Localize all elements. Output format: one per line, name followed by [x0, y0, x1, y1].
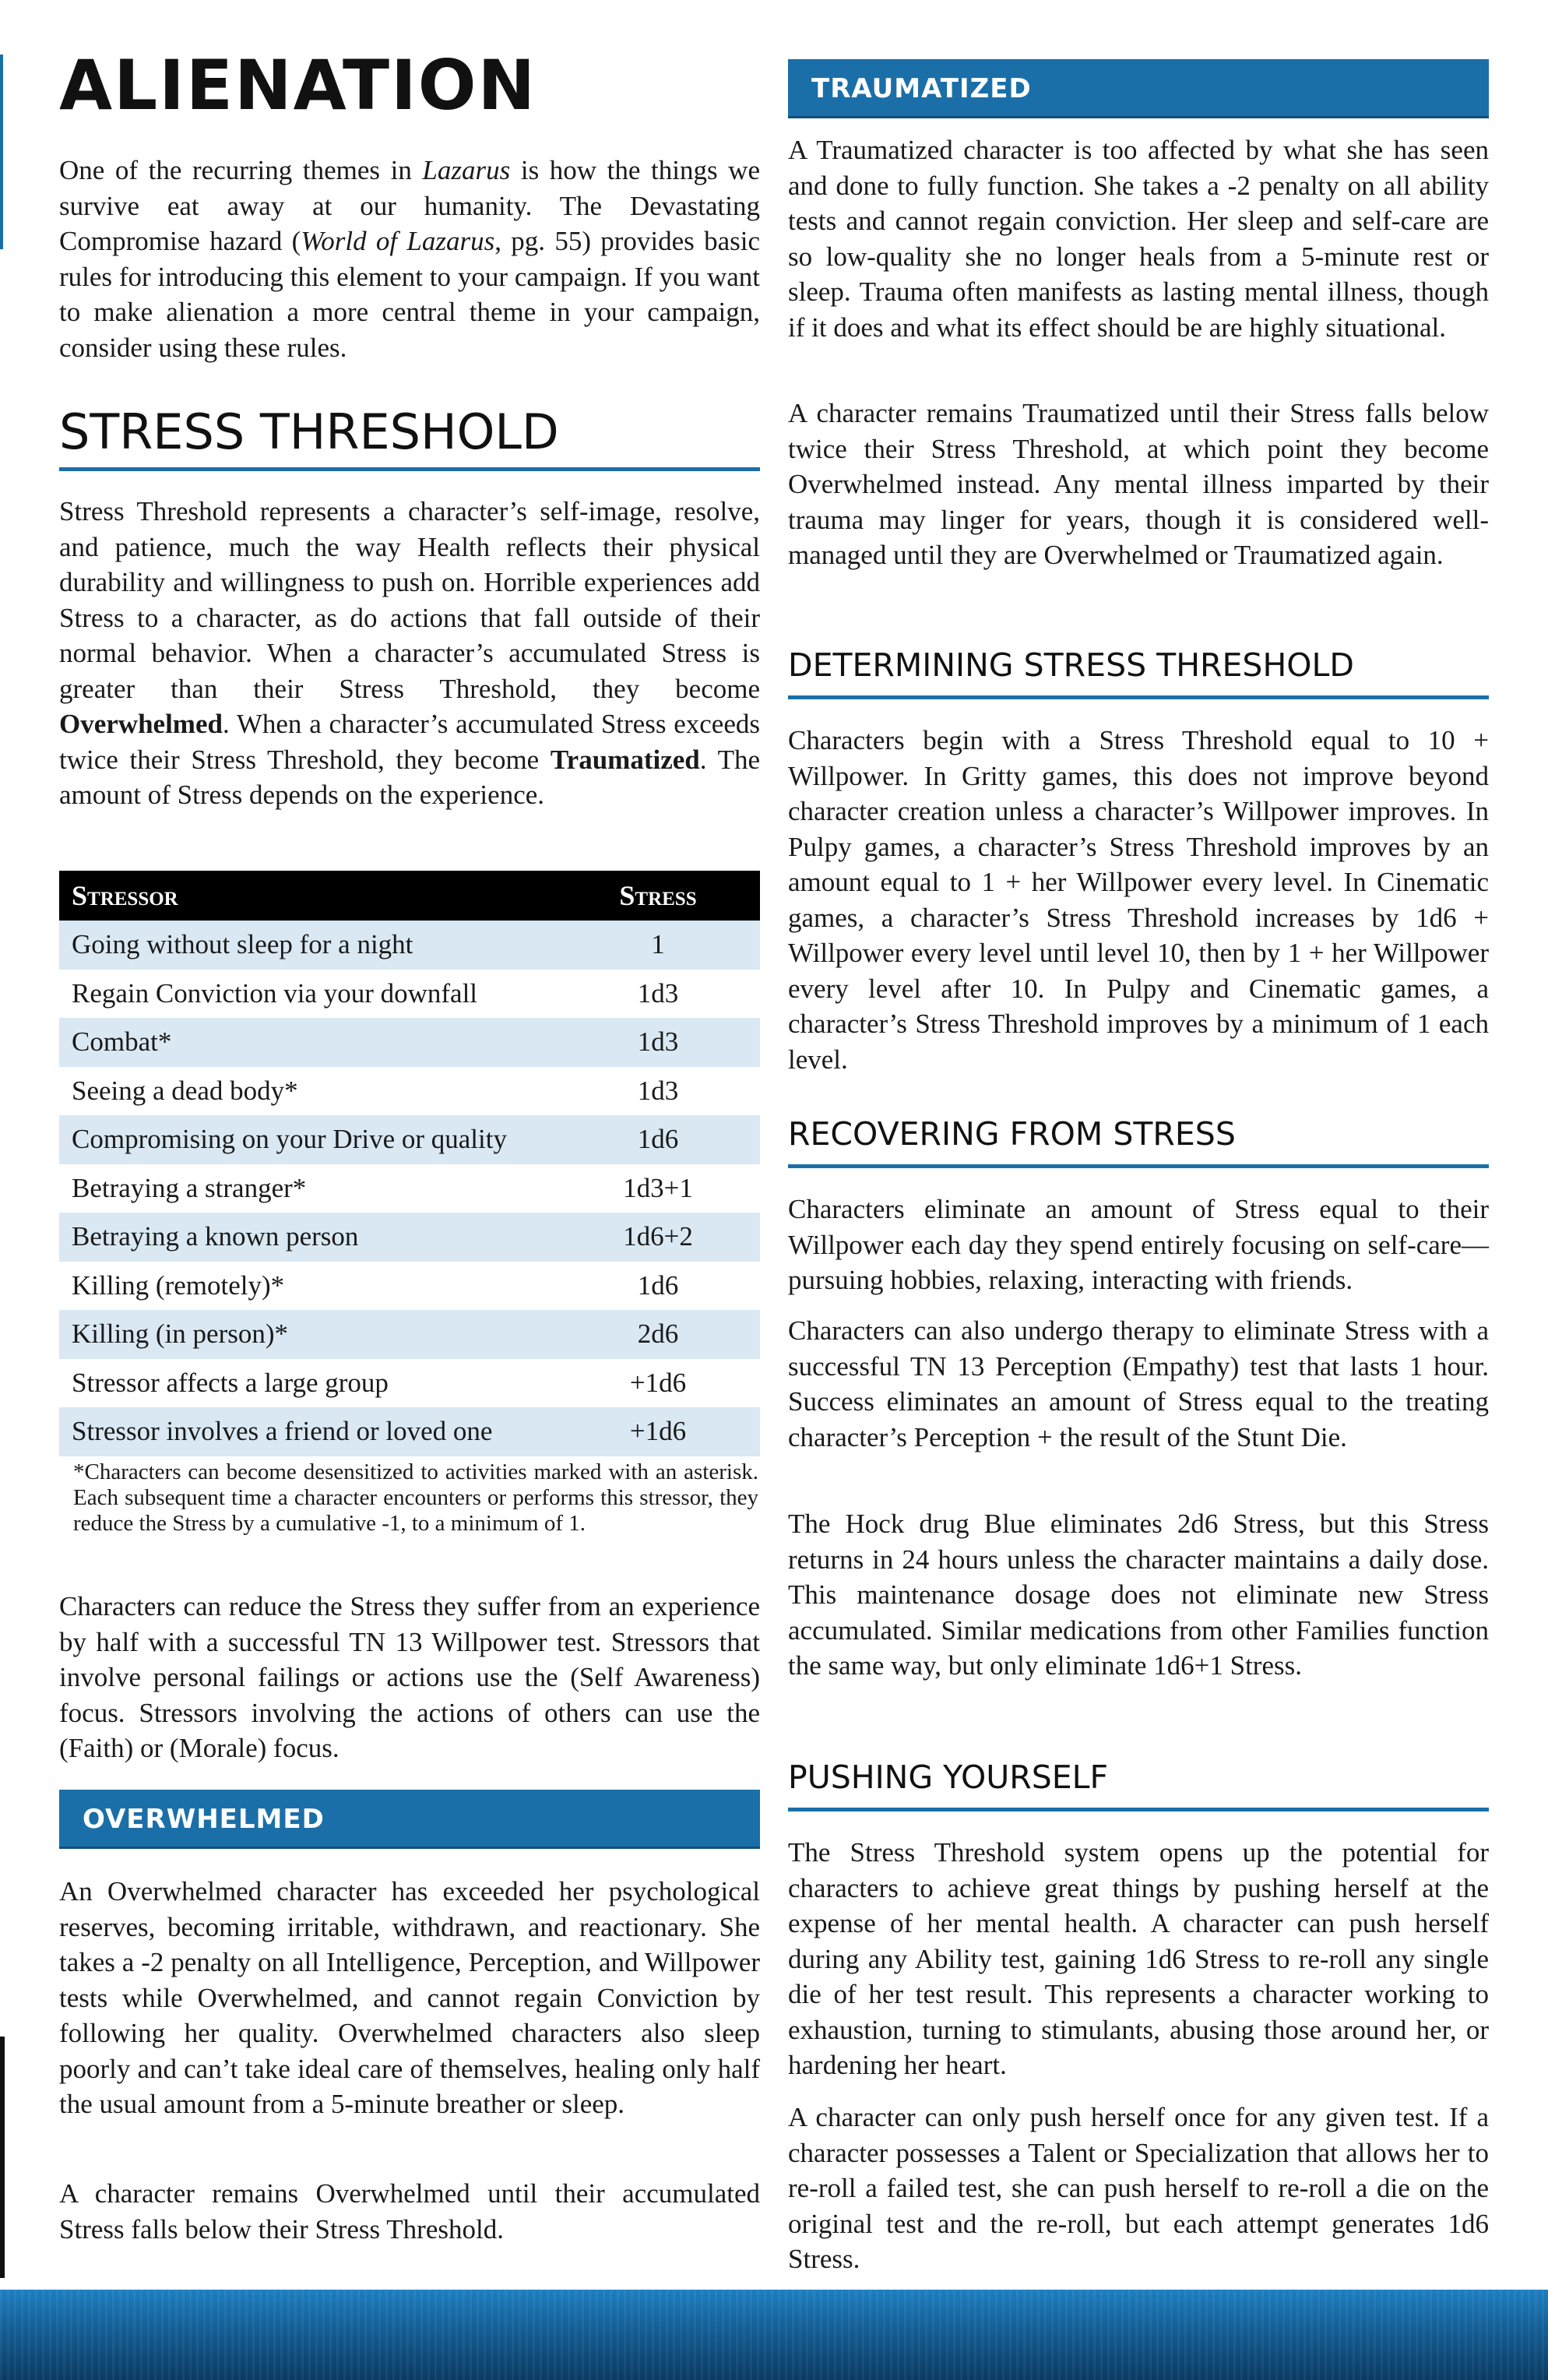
stress-cell: 1d3+1 — [556, 1164, 760, 1213]
intro-lazarus-title: Lazarus — [422, 155, 511, 185]
stress-threshold-paragraph — [59, 494, 760, 813]
table-row — [59, 1213, 760, 1262]
stress-cell: 1 — [556, 921, 760, 970]
stress-cell: +1d6 — [556, 1359, 760, 1408]
intro-world-title: World of Lazarus — [301, 226, 495, 256]
stress-cell: 1d6 — [556, 1262, 760, 1311]
page-footer-band — [0, 2290, 1548, 2380]
st-traumatized-term: Traumatized — [550, 744, 700, 775]
intro-paragraph — [59, 153, 760, 365]
table-row — [59, 1359, 760, 1408]
st-overwhelmed-term: Overwhelmed — [59, 709, 223, 739]
table-row — [59, 1262, 760, 1311]
table-row — [59, 1067, 760, 1116]
recovering-paragraph-2: Characters can also undergo therapy to eliminate Stress with a successful TN 13 Perception (Empathy) test that lasts 1 hour. Success eliminates an amount of Stress equal to the treating character’s Perception + the result of the Stunt Die. — [788, 1315, 1489, 1452]
traumatized-paragraph-1: A Traumatized character is too affected by what she has seen and done to fully function. She takes a -2 penalty on all ability tests and cannot regain conviction. Her sleep and self-care are so low-quality she no longer heals from a 5-minute rest or sleep. Trauma often manifests as lasting mental illness, though if it does and what its effect should be are highly situational. — [788, 135, 1489, 343]
table-row — [59, 1407, 760, 1456]
intro-text-a: One of the recurring themes in — [59, 155, 423, 185]
pushing-paragraph-2: A character can only push herself once for any given test. If a character possesses a Talent or Specialization that allows her to re-roll a failed test, she can push herself to re-roll a die on the original test and the re-roll, but each attempt generates 1d6 Stress. — [788, 2102, 1489, 2274]
st-text-a: Stress Threshold represents a character’s self-image, resolve, and patience, much the way Health reflects their physical durability and willingness to push on. Horrible experiences add Stress to a character, as do actions that fall outside of their normal behavior. When a character’s accumulated Stress is greater than their Stress Threshold, they become — [59, 496, 760, 704]
stress-cell: 1d3 — [556, 1018, 760, 1067]
stress-cell: 1d6+2 — [556, 1213, 760, 1262]
stressor-table — [59, 871, 760, 1456]
reduce-stress-paragraph: Characters can reduce the Stress they suffer from an experience by half with a successful TN 13 Willpower test. Stressors that involve personal failings or actions use the (Self Awareness) focus. Stressors involving the actions of others can use the (Faith) or (Morale) focus. — [59, 1591, 760, 1763]
pushing-paragraph-1: The Stress Threshold system opens up the potential for characters to achieve great things by pushing herself at the expense of her mental health. A character can push herself during any Ability test, gaining 1d6 Stress to re-roll any single die of her test result. This represents a character working to exhaustion, turning to stimulants, abusing those around her, or hardening her heart. — [788, 1837, 1489, 2080]
stress-column-header: Stress — [556, 871, 760, 921]
recovering-paragraph-3: The Hock drug Blue eliminates 2d6 Stress, but this Stress returns in 24 hours unless the character maintains a daily dose. This maintenance dosage does not eliminate new Stress accumulated. Similar medications from other Families function the same way, but only eliminate 1d6+1 Stress. — [788, 1509, 1489, 1681]
stressor-cell: Killing (in person)* — [59, 1310, 556, 1359]
stressor-cell: Betraying a stranger* — [59, 1164, 556, 1213]
stress-cell: 1d3 — [556, 970, 760, 1019]
intro-text-c: , pg. 55) provides basic rules for introducing this element to your campaign. If you want to make alienation a more central theme in your campaign, consider using these rules. — [59, 226, 761, 363]
stressor-column-header: Stressor — [59, 871, 556, 921]
stressor-cell: Betraying a known person — [59, 1213, 556, 1262]
table-row — [59, 1164, 760, 1213]
edge-marker-bottom — [0, 2037, 5, 2278]
edge-marker-top — [0, 55, 3, 249]
stressor-table-header — [59, 871, 760, 921]
traumatized-paragraph-2: A character remains Traumatized until their Stress falls below twice their Stress Threshold, at which point they become Overwhelmed instead. Any mental illness imparted by their trauma may linger for years, though it is considered well-managed until they are Overwhelmed or Traumatized again. — [788, 398, 1489, 570]
stress-cell: 1d3 — [556, 1067, 760, 1116]
table-row — [59, 1310, 760, 1359]
stressor-cell: Combat* — [59, 1018, 556, 1067]
st-text-c: . The amount of Stress depends on the experience. — [59, 744, 760, 810]
intro-text-b: is how the things we survive eat away at our humanity. The Devastating Compromise hazard ( — [59, 155, 760, 256]
table-row — [59, 921, 760, 970]
traumatized-banner: TRAUMATIZED — [788, 59, 1489, 118]
stressor-cell: Seeing a dead body* — [59, 1067, 556, 1116]
determining-paragraph: Characters begin with a Stress Threshold equal to 10 + Willpower. In Gritty games, this does not improve beyond character creation unless a character’s Willpower improves. In Pulpy games, a character’s Stress Threshold improves by an amount equal to 1 + her Willpower every level. In Cinematic games, a character’s Stress Threshold increases by 1d6 + Willpower every level until level 10, then by 1 + her Willpower every level after 10. In Pulpy and Cinematic games, a character’s Stress Threshold improves by a minimum of 1 each level. — [788, 725, 1489, 1075]
chapter-title: ALIENATION — [59, 45, 537, 125]
stress-cell: 2d6 — [556, 1310, 760, 1359]
recovering-heading: RECOVERING FROM STRESS — [788, 1118, 1489, 1168]
stressor-cell: Regain Conviction via your downfall — [59, 970, 556, 1019]
stress-cell: +1d6 — [556, 1407, 760, 1456]
stressor-cell: Going without sleep for a night — [59, 921, 556, 970]
determining-heading: DETERMINING STRESS THRESHOLD — [788, 650, 1489, 699]
table-row — [59, 970, 760, 1019]
overwhelmed-banner: OVERWHELMED — [59, 1790, 760, 1849]
overwhelmed-paragraph-2: A character remains Overwhelmed until their accumulated Stress falls below their Stress Threshold. — [59, 2178, 760, 2244]
stressor-cell: Stressor affects a large group — [59, 1359, 556, 1408]
stress-threshold-heading: STRESS THRESHOLD — [59, 408, 760, 471]
stress-cell: 1d6 — [556, 1115, 760, 1164]
st-text-b: . When a character’s accumulated Stress exceeds twice their Stress Threshold, they become — [59, 709, 760, 775]
table-footnote: *Characters can become desensitized to activities marked with an asterisk. Each subsequent time a character encounters or performs this stressor, they reduce the Stress by a cumulative -1, to a minimum of 1. — [73, 1459, 758, 1536]
table-row — [59, 1018, 760, 1067]
stressor-cell: Compromising on your Drive or quality — [59, 1115, 556, 1164]
pushing-heading: PUSHING YOURSELF — [788, 1762, 1489, 1811]
overwhelmed-paragraph-1: An Overwhelmed character has exceeded her psychological reserves, becoming irritable, withdrawn, and reactionary. She takes a -2 penalty on all Intelligence, Perception, and Willpower tests while Overwhelmed, and cannot regain Conviction by following her quality. Overwhelmed characters also sleep poorly and can’t take ideal care of themselves, healing only half the usual amount from a 5-minute breather or sleep. — [59, 1876, 760, 2119]
stressor-cell: Stressor involves a friend or loved one — [59, 1407, 556, 1456]
recovering-paragraph-1: Characters eliminate an amount of Stress equal to their Willpower each day they spend entirely focusing on self-care—pursuing hobbies, relaxing, interacting with friends. — [788, 1194, 1489, 1295]
stressor-cell: Killing (remotely)* — [59, 1262, 556, 1311]
table-row — [59, 1115, 760, 1164]
